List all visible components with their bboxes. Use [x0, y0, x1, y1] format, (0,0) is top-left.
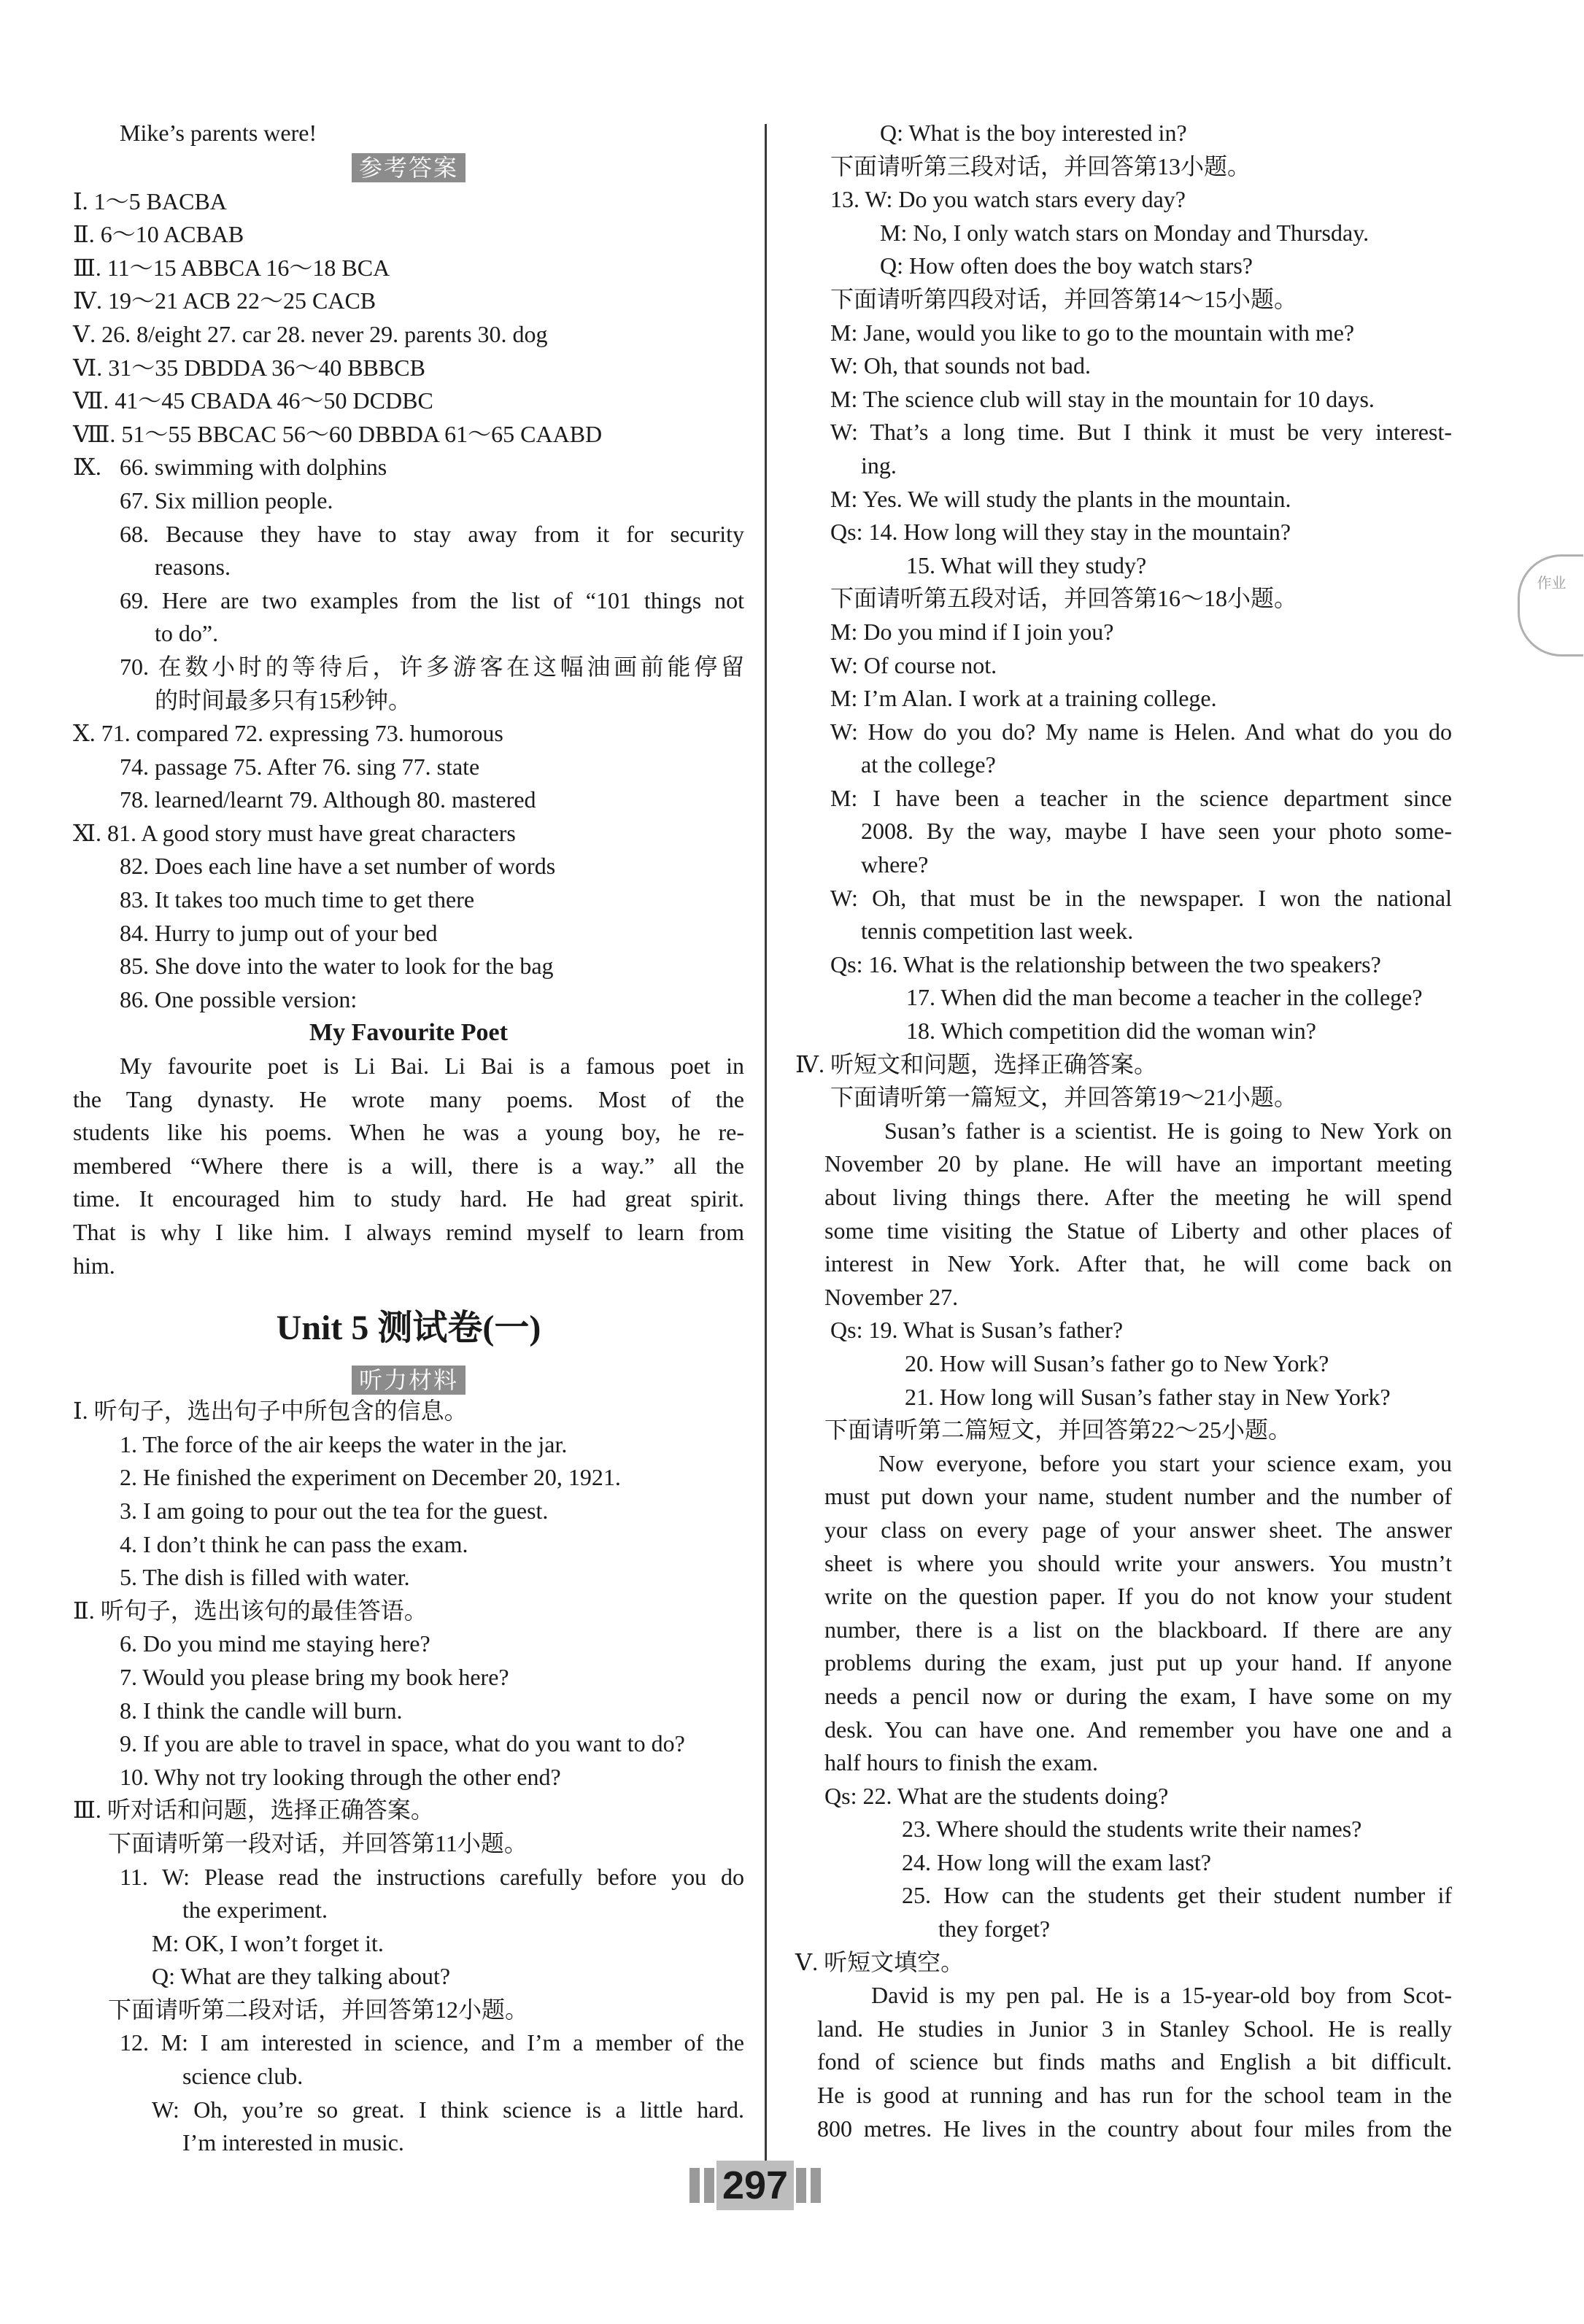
passage-intro: 下面请听第二篇短文，并回答第22～25小题。 — [824, 1417, 1292, 1444]
passage-question: Qs: 19. What is Susan’s father? — [830, 1317, 1124, 1344]
dialogue-line: science club. — [182, 2063, 304, 2090]
dialogue-line: tennis competition last week. — [861, 918, 1134, 945]
dialogue-line: at the college? — [861, 751, 996, 778]
passage-question: Qs: 22. What are the students doing? — [824, 1782, 1169, 1809]
passage-question: 21. How long will Susan’s father stay in New York? — [905, 1383, 1391, 1410]
passage-line: He is good at running and has run for the school team in the — [817, 2082, 1452, 2109]
answer-key-tag: 参考答案 — [352, 153, 465, 182]
answer-line: Ⅲ. 11～15 ABBCA 16～18 BCA — [73, 254, 390, 281]
dialogue-line: W: How do you do? My name is Helen. And what do you do — [830, 718, 1452, 745]
dialogue-intro: 下面请听第四段对话，并回答第14～15小题。 — [830, 285, 1298, 312]
dialogue-question: Qs: 14. How long will they stay in the mountain? — [830, 519, 1291, 546]
passage-line: Now everyone, before you start your science exam, you — [878, 1449, 1452, 1476]
essay-line: students like his poems. When he was a young boy, he re- — [73, 1119, 744, 1146]
essay-line: him. — [73, 1252, 115, 1279]
left-column — [73, 117, 744, 2160]
essay-line: time. It encouraged him to study hard. He had great spirit. — [73, 1185, 744, 1212]
section-heading: Ⅴ. 听短文填空。 — [795, 1948, 965, 1975]
page-number-bar — [796, 2168, 806, 2203]
passage-question: 25. How can the students get their student number if — [902, 1882, 1452, 1909]
passage-intro: 下面请听第一篇短文，并回答第19～21小题。 — [830, 1084, 1298, 1111]
passage-line: problems during the exam, just put up your hand. If anyone — [824, 1649, 1452, 1676]
homework-stamp — [1518, 554, 1583, 656]
answer-line: Ⅳ. 19～21 ACB 22～25 CACB — [73, 287, 376, 314]
page-number-bar — [704, 2168, 714, 2203]
dialogue-line: W: Oh, that sounds not bad. — [830, 352, 1091, 379]
dialogue-line: W: Oh, that must be in the newspaper. I won the national — [830, 884, 1452, 911]
listening-item: 8. I think the candle will burn. — [120, 1697, 403, 1724]
passage-line: land. He studies in Junior 3 in Stanley School. He is really — [817, 2015, 1452, 2042]
answer-line: 74. passage 75. After 76. sing 77. state — [120, 753, 480, 780]
listening-item: 1. The force of the air keeps the water in the jar. — [120, 1430, 568, 1457]
answer-69-cont: to do”. — [155, 620, 219, 647]
page-number-text: 297 — [716, 2161, 794, 2210]
dialogue-question: 18. Which competition did the woman win? — [906, 1018, 1316, 1045]
dialogue-line: I’m interested in music. — [182, 2129, 404, 2156]
answer-line: Ⅵ. 31～35 DBDDA 36～40 BBBCB — [73, 354, 425, 381]
answer-line: Ⅹ. 71. compared 72. expressing 73. humorous — [73, 720, 503, 747]
answer-85: 85. She dove into the water to look for the bag — [120, 953, 554, 980]
dialogue-line: where? — [861, 851, 929, 878]
dialogue-line: 11. W: Please read the instructions carefully before you do — [120, 1863, 744, 1890]
section-heading: Ⅲ. 听对话和问题，选择正确答案。 — [73, 1797, 434, 1824]
listening-item: 4. I don’t think he can pass the exam. — [120, 1530, 468, 1557]
passage-line: 800 metres. He lives in the country about four miles from the — [817, 2115, 1452, 2142]
dialogue-line: W: Of course not. — [830, 651, 997, 678]
dialogue-line: 12. M: I am interested in science, and I’m a member of the — [120, 2029, 744, 2056]
intro-line: Mike’s parents were! — [120, 120, 317, 146]
answer-line: Ⅱ. 6～10 ACBAB — [73, 221, 244, 248]
dialogue-line: M: Yes. We will study the plants in the mountain. — [830, 485, 1291, 512]
passage-line: November 20 by plane. He will have an important meeting — [824, 1150, 1452, 1177]
dialogue-line: the experiment. — [182, 1897, 328, 1924]
column-divider — [765, 124, 767, 2181]
dialogue-line: M: Jane, would you like to go to the mountain with me? — [830, 319, 1355, 346]
listening-item: 6. Do you mind me staying here? — [120, 1630, 430, 1657]
answer-68: 68. Because they have to stay away from it for security — [120, 520, 744, 547]
dialogue-line: W: That’s a long time. But I think it must be very interest- — [830, 419, 1452, 446]
dialogue-line: M: Do you mind if I join you? — [830, 618, 1114, 645]
answer-line: 78. learned/learnt 79. Although 80. mastered — [120, 786, 536, 813]
listening-material-tag: 听力材料 — [352, 1366, 465, 1395]
essay-line: the Tang dynasty. He wrote many poems. Most of the — [73, 1085, 744, 1112]
essay-line: membered “Where there is a will, there is a way.” all the — [73, 1152, 744, 1179]
listening-item: 5. The dish is filled with water. — [120, 1564, 410, 1591]
dialogue-intro: 下面请听第一段对话，并回答第11小题。 — [108, 1829, 528, 1856]
passage-line: David is my pen pal. He is a 15-year-old boy from Scot- — [871, 1982, 1452, 2009]
dialogue-question: 15. What will they study? — [906, 551, 1147, 578]
section-heading: Ⅱ. 听句子，选出该句的最佳答语。 — [73, 1597, 428, 1624]
answer-82: 82. Does each line have a set number of words — [120, 853, 556, 880]
dialogue-line: M: I have been a teacher in the science department since — [830, 784, 1452, 811]
dialogue-question: Qs: 16. What is the relationship between the two speakers? — [830, 950, 1381, 977]
essay-title: My Favourite Poet — [309, 1019, 508, 1047]
passage-question: 24. How long will the exam last? — [902, 1848, 1211, 1875]
dialogue-question: 17. When did the man become a teacher in the college? — [906, 984, 1423, 1011]
answer-70: 70. 在数小时的等待后，许多游客在这幅油画前能停留 — [120, 653, 744, 680]
dialogue-line: ing. — [861, 452, 897, 479]
passage-line: half hours to finish the exam. — [824, 1749, 1099, 1776]
essay-line: My favourite poet is Li Bai. Li Bai is a famous poet in — [120, 1053, 744, 1080]
answer-68-cont: reasons. — [155, 554, 231, 581]
listening-item: 2. He finished the experiment on December 20, 1921. — [120, 1464, 621, 1491]
passage-line: needs a pencil now or during the exam, I have some on my — [824, 1682, 1452, 1709]
section-label: Ⅸ. — [73, 454, 101, 481]
passage-question: they forget? — [938, 1916, 1051, 1943]
dialogue-line: M: I’m Alan. I work at a training college. — [830, 685, 1217, 712]
answer-67: 67. Six million people. — [120, 487, 333, 514]
answer-84: 84. Hurry to jump out of your bed — [120, 919, 438, 946]
passage-line: fond of science but finds maths and English a bit difficult. — [817, 2048, 1452, 2075]
passage-line: about living things there. After the meeting he will spend — [824, 1184, 1452, 1210]
answer-70-cont: 的时间最多只有15秒钟。 — [155, 686, 412, 713]
dialogue-line: M: The science club will stay in the mountain for 10 days. — [830, 385, 1375, 412]
passage-line: write on the question paper. If you do not know your student — [824, 1583, 1452, 1610]
answer-69: 69. Here are two examples from the list of “101 things not — [120, 586, 744, 613]
dialogue-intro: 下面请听第二段对话，并回答第12小题。 — [108, 1996, 529, 2023]
listening-item: 3. I am going to pour out the tea for the guest. — [120, 1497, 549, 1524]
passage-line: desk. You can have one. And remember you have one and a — [824, 1716, 1452, 1743]
passage-line: your class on every page of your answer sheet. The answer — [824, 1516, 1452, 1543]
answer-line: Ⅰ. 1～5 BACBA — [73, 187, 227, 214]
answer-line: Ⅷ. 51～55 BBCAC 56～60 DBBDA 61～65 CAABD — [73, 420, 603, 447]
dialogue-intro: 下面请听第五段对话，并回答第16～18小题。 — [830, 585, 1298, 612]
dialogue-intro: 下面请听第三段对话，并回答第13小题。 — [830, 152, 1251, 179]
section-heading: Ⅳ. 听短文和问题，选择正确答案。 — [795, 1050, 1157, 1077]
listening-item: 10. Why not try looking through the other end? — [120, 1763, 561, 1790]
dialogue-line: M: OK, I won’t forget it. — [152, 1929, 384, 1956]
passage-line: November 27. — [824, 1283, 959, 1310]
answer-86: 86. One possible version: — [120, 985, 358, 1012]
unit-title: Unit 5 测试卷(一) — [276, 1309, 541, 1348]
right-column — [795, 117, 1452, 2145]
dialogue-line: W: Oh, you’re so great. I think science is a little hard. — [152, 2096, 744, 2123]
passage-line: must put down your name, student number and the number of — [824, 1483, 1452, 1510]
answer-line: Ⅶ. 41～45 CBADA 46～50 DCDBC — [73, 387, 433, 414]
page-number — [679, 2158, 832, 2207]
passage-line: interest in New York. After that, he will come back on — [824, 1250, 1452, 1277]
listening-item: 9. If you are able to travel in space, what do you want to do? — [120, 1730, 685, 1757]
dialogue-line: 2008. By the way, maybe I have seen your photo some- — [861, 818, 1452, 845]
passage-line: sheet is where you should write your answers. You mustn’t — [824, 1549, 1452, 1576]
passage-line: number, there is a list on the blackboard. If there are any — [824, 1616, 1452, 1643]
page-number-bar — [689, 2168, 700, 2203]
page-number-bar — [811, 2168, 821, 2203]
dialogue-question: Q: How often does the boy watch stars? — [880, 252, 1253, 279]
section-heading: Ⅰ. 听句子，选出句子中所包含的信息。 — [73, 1398, 468, 1425]
dialogue-line: 13. W: Do you watch stars every day? — [830, 186, 1186, 213]
dialogue-question: Q: What are they talking about? — [152, 1963, 451, 1990]
answer-81: Ⅺ. 81. A good story must have great characters — [73, 819, 516, 846]
passage-line: Susan’s father is a scientist. He is going to New York on — [884, 1117, 1452, 1144]
passage-question: 23. Where should the students write their names? — [902, 1816, 1362, 1843]
answer-66: 66. swimming with dolphins — [120, 454, 387, 481]
passage-line: some time visiting the Statue of Liberty and other places of — [824, 1217, 1452, 1244]
answer-line: Ⅴ. 26. 8/eight 27. car 28. never 29. parents 30. dog — [73, 320, 548, 347]
dialogue-question: Q: What is the boy interested in? — [880, 120, 1187, 146]
listening-item: 7. Would you please bring my book here? — [120, 1663, 509, 1690]
passage-question: 20. How will Susan’s father go to New York? — [905, 1349, 1329, 1376]
dialogue-line: M: No, I only watch stars on Monday and Thursday. — [880, 219, 1369, 246]
essay-line: That is why I like him. I always remind myself to learn from — [73, 1219, 744, 1245]
stamp-text: 作业 — [1537, 574, 1566, 592]
answer-83: 83. It takes too much time to get there — [120, 886, 475, 913]
